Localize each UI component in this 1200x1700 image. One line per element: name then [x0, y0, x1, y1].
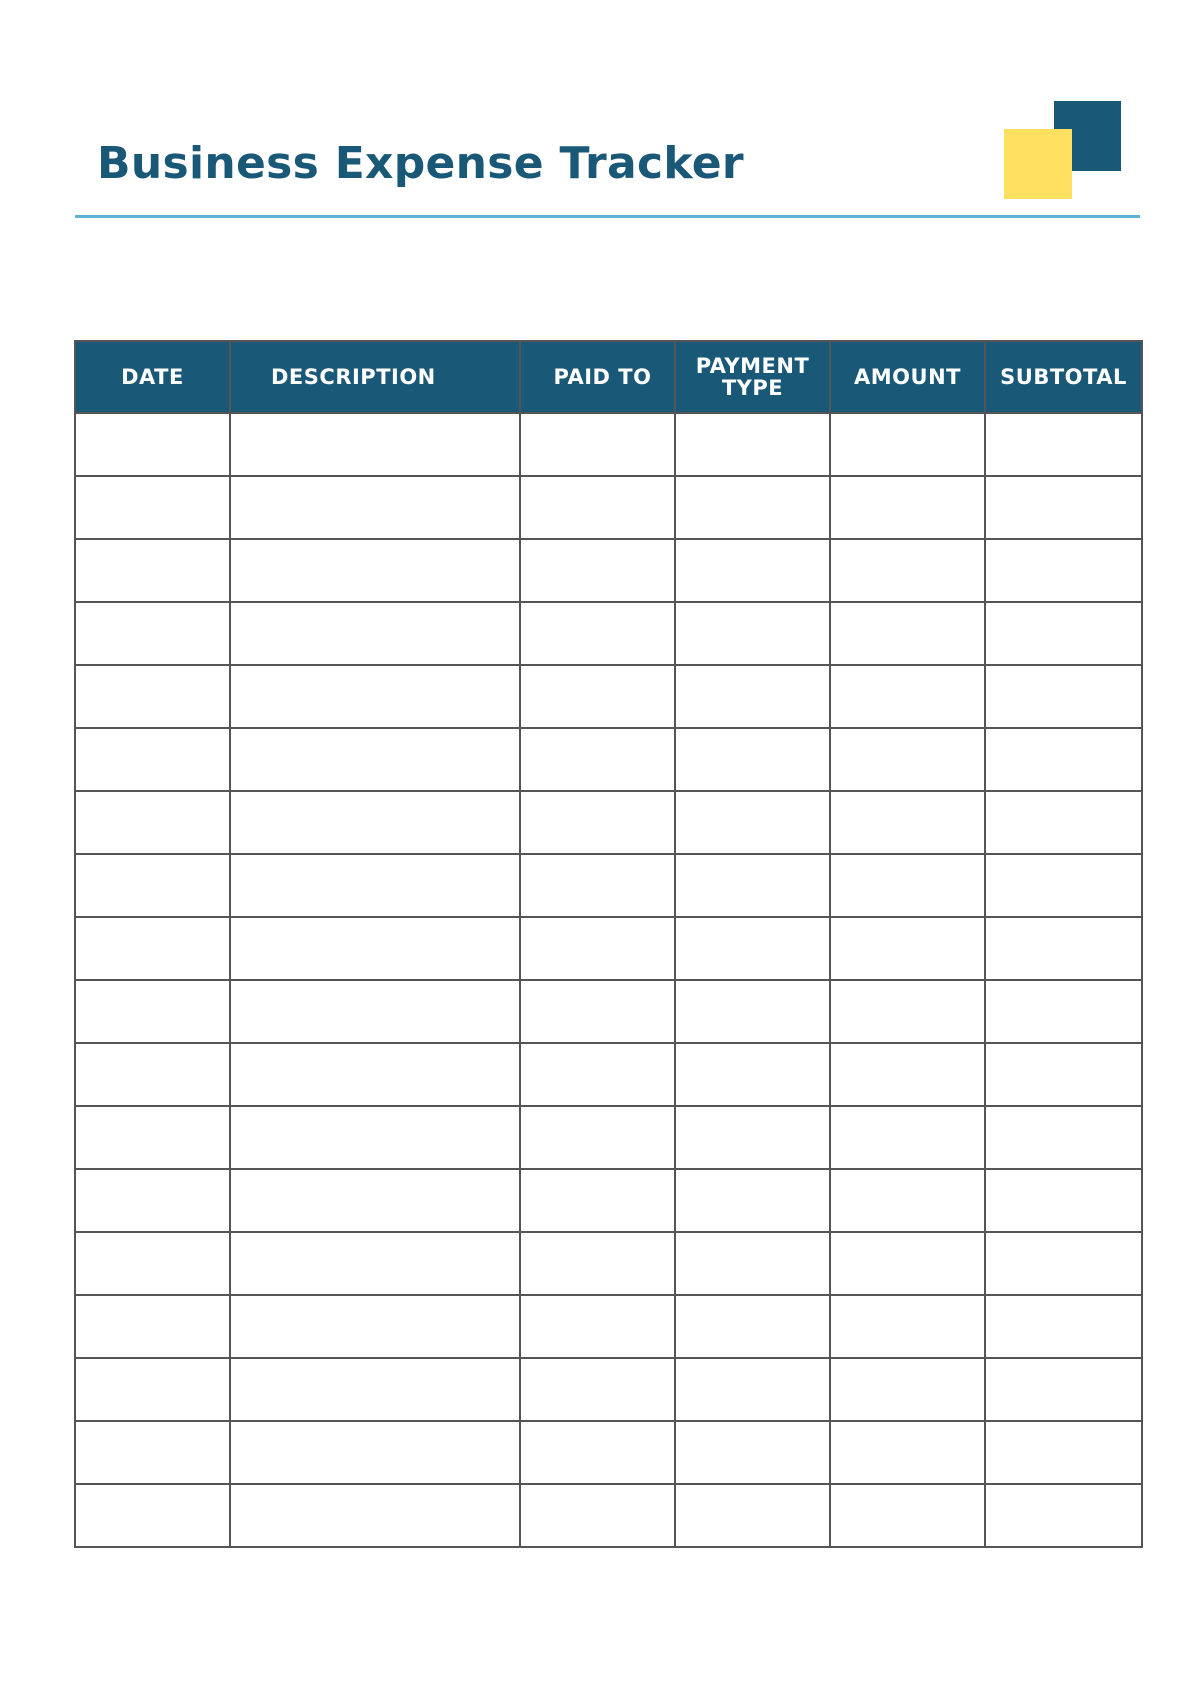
- cell-date[interactable]: [75, 917, 230, 980]
- cell-payment-type[interactable]: [675, 1484, 830, 1547]
- cell-amount[interactable]: [830, 1295, 985, 1358]
- cell-subtotal[interactable]: [985, 728, 1142, 791]
- cell-subtotal[interactable]: [985, 1421, 1142, 1484]
- cell-subtotal[interactable]: [985, 980, 1142, 1043]
- column-header-date: DATE: [75, 341, 230, 413]
- cell-subtotal[interactable]: [985, 413, 1142, 476]
- cell-paid-to[interactable]: [520, 1232, 675, 1295]
- cell-date[interactable]: [75, 539, 230, 602]
- cell-paid-to[interactable]: [520, 1295, 675, 1358]
- cell-subtotal[interactable]: [985, 1358, 1142, 1421]
- expense-table: [74, 340, 1143, 1548]
- title-divider: [75, 215, 1140, 218]
- cell-paid-to[interactable]: [520, 1484, 675, 1547]
- cell-description[interactable]: [230, 1232, 520, 1295]
- cell-amount[interactable]: [830, 854, 985, 917]
- cell-amount[interactable]: [830, 413, 985, 476]
- cell-amount[interactable]: [830, 665, 985, 728]
- cell-description[interactable]: [230, 1295, 520, 1358]
- cell-paid-to[interactable]: [520, 728, 675, 791]
- cell-paid-to[interactable]: [520, 476, 675, 539]
- expense-table-container: [74, 340, 1141, 1546]
- cell-date[interactable]: [75, 791, 230, 854]
- cell-date[interactable]: [75, 413, 230, 476]
- cell-paid-to[interactable]: [520, 413, 675, 476]
- cell-subtotal[interactable]: [985, 1169, 1142, 1232]
- cell-date[interactable]: [75, 1421, 230, 1484]
- column-header-subtotal: SUBTOTAL: [985, 341, 1142, 413]
- column-header-description: DESCRIPTION: [230, 341, 520, 413]
- table-row: [75, 1421, 1142, 1484]
- cell-subtotal[interactable]: [985, 665, 1142, 728]
- cell-payment-type[interactable]: [675, 413, 830, 476]
- cell-paid-to[interactable]: [520, 1106, 675, 1169]
- cell-payment-type[interactable]: [675, 665, 830, 728]
- cell-description[interactable]: [230, 917, 520, 980]
- cell-description[interactable]: [230, 602, 520, 665]
- cell-payment-type[interactable]: [675, 980, 830, 1043]
- cell-payment-type[interactable]: [675, 1169, 830, 1232]
- cell-amount[interactable]: [830, 1421, 985, 1484]
- cell-amount[interactable]: [830, 1358, 985, 1421]
- cell-date[interactable]: [75, 665, 230, 728]
- cell-paid-to[interactable]: [520, 602, 675, 665]
- cell-paid-to[interactable]: [520, 854, 675, 917]
- cell-description[interactable]: [230, 980, 520, 1043]
- cell-subtotal[interactable]: [985, 791, 1142, 854]
- cell-payment-type[interactable]: [675, 1421, 830, 1484]
- table-row: [75, 728, 1142, 791]
- cell-amount[interactable]: [830, 791, 985, 854]
- table-row: [75, 1169, 1142, 1232]
- cell-description[interactable]: [230, 854, 520, 917]
- cell-date[interactable]: [75, 1169, 230, 1232]
- cell-paid-to[interactable]: [520, 539, 675, 602]
- table-row: [75, 602, 1142, 665]
- table-header-row: [75, 341, 1142, 413]
- cell-subtotal[interactable]: [985, 1295, 1142, 1358]
- cell-payment-type[interactable]: [675, 854, 830, 917]
- cell-subtotal[interactable]: [985, 917, 1142, 980]
- table-row: [75, 539, 1142, 602]
- table-row: [75, 413, 1142, 476]
- table-row: [75, 980, 1142, 1043]
- cell-date[interactable]: [75, 980, 230, 1043]
- table-row: [75, 1106, 1142, 1169]
- cell-subtotal[interactable]: [985, 1484, 1142, 1547]
- cell-description[interactable]: [230, 1106, 520, 1169]
- cell-subtotal[interactable]: [985, 1232, 1142, 1295]
- table-row: [75, 917, 1142, 980]
- cell-date[interactable]: [75, 476, 230, 539]
- cell-description[interactable]: [230, 1043, 520, 1106]
- table-row: [75, 1484, 1142, 1547]
- cell-description[interactable]: [230, 1169, 520, 1232]
- expense-table-body: [75, 413, 1142, 1547]
- cell-paid-to[interactable]: [520, 1421, 675, 1484]
- cell-date[interactable]: [75, 1358, 230, 1421]
- cell-payment-type[interactable]: [675, 728, 830, 791]
- cell-date[interactable]: [75, 1484, 230, 1547]
- table-row: [75, 1358, 1142, 1421]
- cell-subtotal[interactable]: [985, 854, 1142, 917]
- column-header-payment-type: PAYMENT TYPE: [675, 341, 830, 413]
- cell-description[interactable]: [230, 791, 520, 854]
- cell-subtotal[interactable]: [985, 539, 1142, 602]
- table-row: [75, 1043, 1142, 1106]
- cell-paid-to[interactable]: [520, 1169, 675, 1232]
- cell-paid-to[interactable]: [520, 980, 675, 1043]
- cell-payment-type[interactable]: [675, 1232, 830, 1295]
- cell-payment-type[interactable]: [675, 539, 830, 602]
- cell-paid-to[interactable]: [520, 917, 675, 980]
- table-row: [75, 476, 1142, 539]
- cell-subtotal[interactable]: [985, 476, 1142, 539]
- cell-date[interactable]: [75, 602, 230, 665]
- table-row: [75, 1295, 1142, 1358]
- cell-paid-to[interactable]: [520, 1043, 675, 1106]
- cell-amount[interactable]: [830, 602, 985, 665]
- cell-amount[interactable]: [830, 1232, 985, 1295]
- cell-payment-type[interactable]: [675, 1295, 830, 1358]
- cell-description[interactable]: [230, 476, 520, 539]
- cell-payment-type[interactable]: [675, 476, 830, 539]
- column-header-paid-to: PAID TO: [520, 341, 675, 413]
- cell-amount[interactable]: [830, 476, 985, 539]
- cell-amount[interactable]: [830, 728, 985, 791]
- cell-amount[interactable]: [830, 539, 985, 602]
- cell-date[interactable]: [75, 854, 230, 917]
- cell-paid-to[interactable]: [520, 665, 675, 728]
- cell-date[interactable]: [75, 1106, 230, 1169]
- column-header-amount: AMOUNT: [830, 341, 985, 413]
- cell-description[interactable]: [230, 1484, 520, 1547]
- cell-date[interactable]: [75, 728, 230, 791]
- table-row: [75, 854, 1142, 917]
- cell-description[interactable]: [230, 413, 520, 476]
- page-title: Business Expense Tracker: [97, 138, 744, 189]
- cell-date[interactable]: [75, 1232, 230, 1295]
- cell-amount[interactable]: [830, 917, 985, 980]
- cell-payment-type[interactable]: [675, 1106, 830, 1169]
- cell-date[interactable]: [75, 1295, 230, 1358]
- cell-amount[interactable]: [830, 1169, 985, 1232]
- cell-description[interactable]: [230, 728, 520, 791]
- cell-amount[interactable]: [830, 1043, 985, 1106]
- cell-payment-type[interactable]: [675, 1043, 830, 1106]
- cell-description[interactable]: [230, 1421, 520, 1484]
- cell-payment-type[interactable]: [675, 791, 830, 854]
- cell-description[interactable]: [230, 539, 520, 602]
- cell-amount[interactable]: [830, 980, 985, 1043]
- cell-paid-to[interactable]: [520, 791, 675, 854]
- cell-payment-type[interactable]: [675, 602, 830, 665]
- cell-description[interactable]: [230, 1358, 520, 1421]
- table-row: [75, 1232, 1142, 1295]
- table-row: [75, 665, 1142, 728]
- cell-subtotal[interactable]: [985, 602, 1142, 665]
- cell-amount[interactable]: [830, 1484, 985, 1547]
- cell-subtotal[interactable]: [985, 1106, 1142, 1169]
- cell-date[interactable]: [75, 1043, 230, 1106]
- cell-paid-to[interactable]: [520, 1358, 675, 1421]
- cell-subtotal[interactable]: [985, 1043, 1142, 1106]
- logo-yellow-square: [1004, 129, 1072, 199]
- cell-description[interactable]: [230, 665, 520, 728]
- cell-amount[interactable]: [830, 1106, 985, 1169]
- table-row: [75, 791, 1142, 854]
- cell-payment-type[interactable]: [675, 917, 830, 980]
- cell-payment-type[interactable]: [675, 1358, 830, 1421]
